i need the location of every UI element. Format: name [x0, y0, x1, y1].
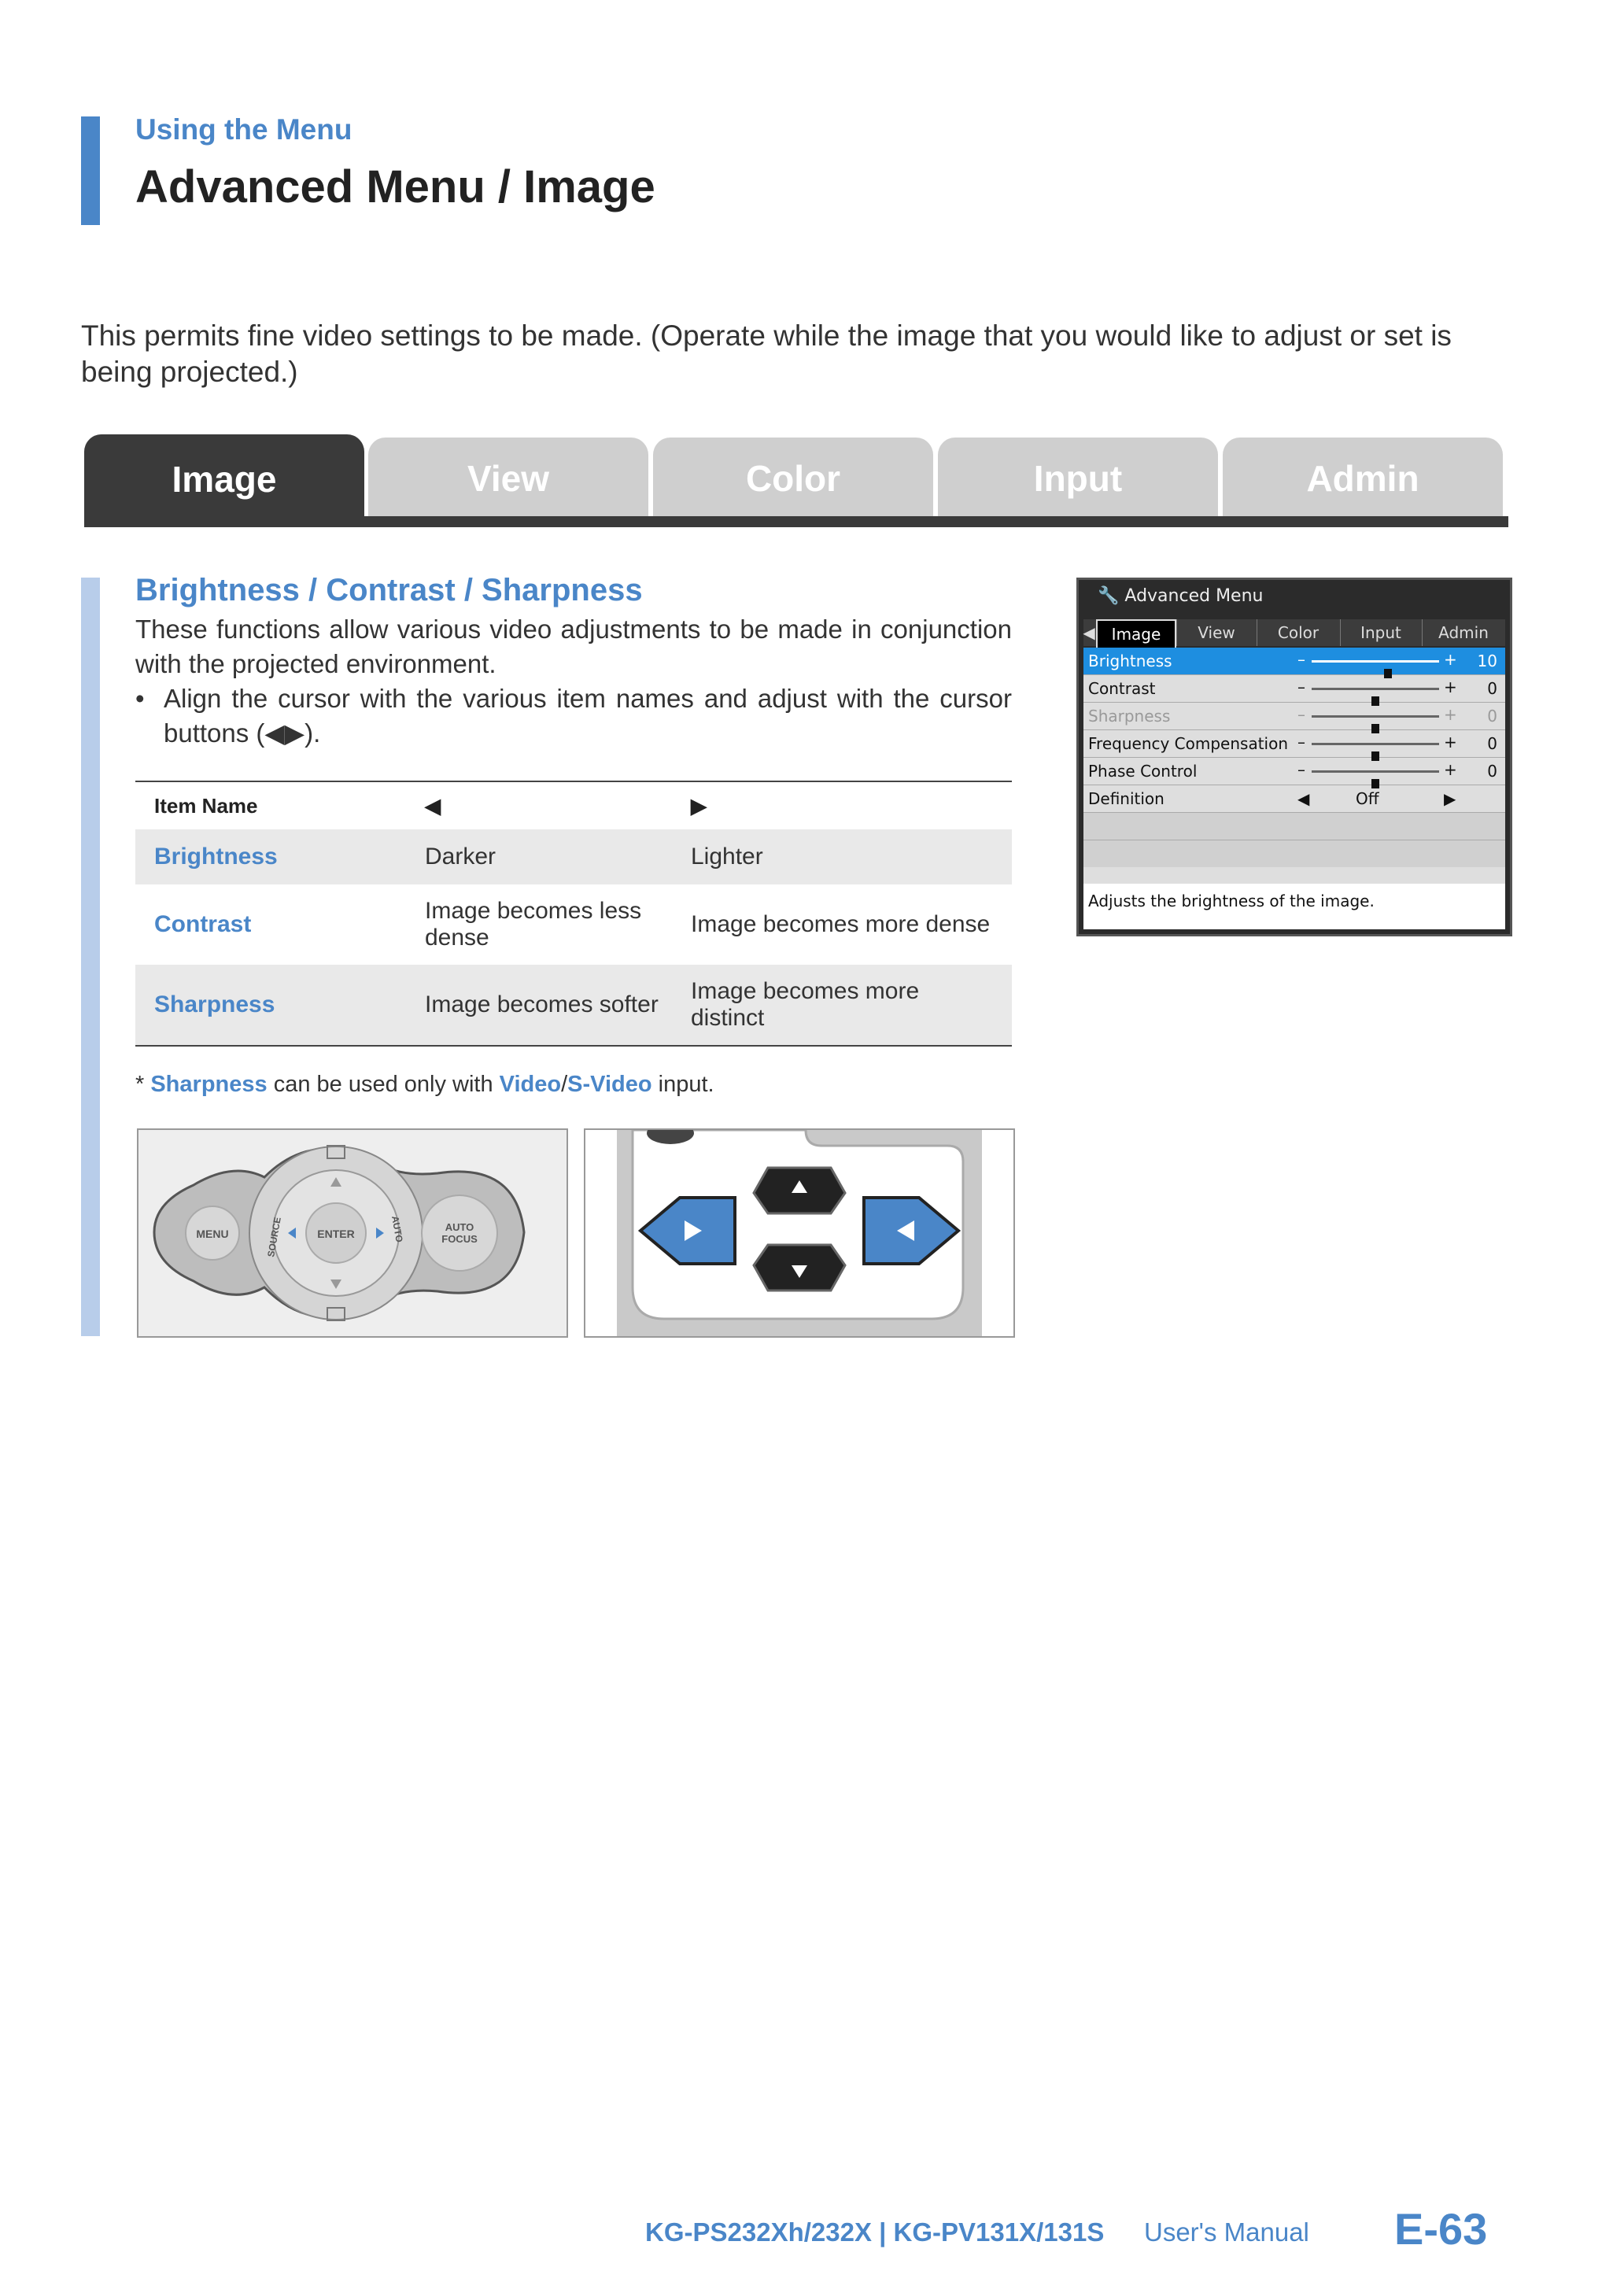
source-key-label: SOURCE — [265, 1216, 283, 1258]
auto-focus-label-2: FOCUS — [441, 1233, 478, 1245]
minus-icon: – — [1297, 760, 1305, 779]
remote-control-illustration — [584, 1128, 1015, 1338]
row-left: Image becomes softer — [425, 965, 691, 1046]
note-star: * — [135, 1072, 151, 1097]
tab-image[interactable]: Image — [84, 434, 364, 524]
plus-icon: + — [1444, 678, 1457, 696]
wrench-icon: 🔧 — [1098, 586, 1120, 606]
minus-icon: – — [1297, 705, 1305, 724]
header-item-name: Item Name — [135, 781, 425, 829]
section-subtitle: Using the Menu — [135, 113, 352, 146]
plus-icon: + — [1444, 733, 1457, 751]
row-name: Brightness — [135, 829, 425, 884]
page-title: Advanced Menu / Image — [135, 161, 655, 212]
osd-title — [1098, 586, 1263, 606]
note-video: Video — [499, 1072, 562, 1097]
osd-definition-value: Off — [1356, 789, 1379, 808]
bullet-text: Align the cursor with the various item names and adjust with the cursor buttons (◀▶). — [164, 684, 1012, 748]
osd-slider-track[interactable] — [1312, 660, 1439, 663]
osd-tab-color[interactable]: Color — [1257, 619, 1339, 646]
osd-row-label: Frequency Compensation — [1088, 734, 1289, 753]
osd-help-label: Adjusts the brightness of the image. — [1088, 892, 1375, 910]
tab-color[interactable]: Color — [653, 438, 933, 519]
projector-keypad-illustration — [137, 1128, 568, 1338]
tab-underline — [84, 516, 1508, 527]
note-text: can be used only with — [267, 1072, 500, 1097]
note-slash: / — [561, 1072, 568, 1097]
note-input: input. — [651, 1072, 714, 1097]
row-name: Contrast — [154, 911, 252, 937]
osd-row-phase-control[interactable] — [1083, 758, 1505, 785]
plus-icon: + — [1444, 705, 1457, 724]
settings-table — [135, 781, 1012, 1047]
osd-row-value: 10 — [1477, 652, 1497, 670]
table-row — [135, 829, 1012, 884]
table-row — [135, 965, 1012, 1046]
row-left: Image becomes less dense — [425, 898, 642, 951]
tab-view[interactable]: View — [368, 438, 648, 519]
osd-tab-bar — [1083, 619, 1505, 646]
header-accent-bar — [81, 116, 100, 225]
osd-row-label: Phase Control — [1088, 762, 1198, 781]
osd-slider-track[interactable] — [1312, 743, 1439, 745]
osd-empty-row — [1083, 840, 1505, 867]
osd-row-value: 0 — [1487, 679, 1497, 698]
minus-icon: – — [1297, 678, 1305, 696]
osd-row-label: Contrast — [1088, 679, 1156, 698]
row-right: Image becomes more distinct — [691, 965, 1012, 1046]
minus-icon: – — [1297, 650, 1305, 669]
bullet-mark: • — [135, 684, 145, 713]
osd-slider-track[interactable] — [1312, 770, 1439, 773]
osd-row-value: 0 — [1487, 762, 1497, 781]
osd-tab-image[interactable]: Image — [1096, 619, 1176, 649]
osd-item-list — [1083, 648, 1505, 884]
intro-paragraph: This permits fine video settings to be made. (Operate while the image that you would like to adjust or set is being projected.) — [81, 319, 1452, 388]
advanced-menu-osd — [1076, 578, 1512, 936]
header-left-arrow: ◀ — [425, 781, 691, 829]
osd-row-frequency-compensation[interactable] — [1083, 730, 1505, 758]
osd-row-value: 0 — [1487, 707, 1497, 726]
menu-key-label: MENU — [196, 1228, 229, 1240]
osd-slider-track[interactable] — [1312, 688, 1439, 690]
table-row — [135, 884, 1012, 965]
osd-title-text: Advanced Menu — [1124, 586, 1264, 606]
osd-help-text — [1083, 884, 1505, 929]
note-sharpness: Sharpness — [150, 1072, 268, 1097]
table-header-row — [135, 781, 1012, 829]
row-name: Sharpness — [135, 965, 425, 1046]
row-right: Image becomes more dense — [691, 911, 991, 937]
osd-row-brightness[interactable] — [1083, 648, 1505, 675]
header-right-arrow: ▶ — [691, 781, 1012, 829]
minus-icon: – — [1297, 733, 1305, 751]
sharpness-note — [135, 1072, 714, 1098]
osd-row-definition[interactable] — [1083, 785, 1505, 813]
tab-input[interactable]: Input — [938, 438, 1218, 519]
caret-left-icon[interactable]: ◀ — [1297, 789, 1310, 808]
osd-tab-left-arrow-icon[interactable]: ◀ — [1083, 623, 1095, 642]
osd-row-label: Sharpness — [1088, 707, 1171, 726]
auto-focus-label-1: AUTO — [445, 1221, 474, 1233]
plus-icon: + — [1444, 760, 1457, 779]
osd-row-sharpness[interactable] — [1083, 703, 1505, 730]
row-left: Darker — [425, 829, 691, 884]
auto-key-label: AUTO — [389, 1215, 405, 1243]
note-svideo: S-Video — [567, 1072, 652, 1097]
osd-row-label: Brightness — [1088, 652, 1172, 670]
section-accent-bar — [81, 578, 100, 1336]
osd-row-label: Definition — [1088, 789, 1164, 808]
osd-row-contrast[interactable] — [1083, 675, 1505, 703]
section-body: These functions allow various video adjustments to be made in conjunction with the projected environment. — [135, 615, 1012, 678]
section-title: Brightness / Contrast / Sharpness — [135, 573, 643, 607]
footer-model: KG-PS232Xh/232X | KG-PV131X/131S — [645, 2217, 1105, 2247]
page-number: E-63 — [1394, 2204, 1488, 2254]
osd-row-value: 0 — [1487, 734, 1497, 753]
osd-tab-admin[interactable]: Admin — [1422, 619, 1504, 646]
caret-right-icon[interactable]: ▶ — [1444, 789, 1456, 808]
osd-tab-view[interactable]: View — [1176, 619, 1256, 646]
plus-icon: + — [1444, 650, 1457, 669]
osd-slider-track[interactable] — [1312, 715, 1439, 718]
enter-key-label: ENTER — [317, 1228, 355, 1240]
osd-tab-input[interactable]: Input — [1340, 619, 1421, 646]
row-right: Lighter — [691, 829, 1012, 884]
tab-admin[interactable]: Admin — [1223, 438, 1503, 519]
osd-empty-row — [1083, 813, 1505, 840]
footer-manual: User's Manual — [1144, 2217, 1309, 2247]
